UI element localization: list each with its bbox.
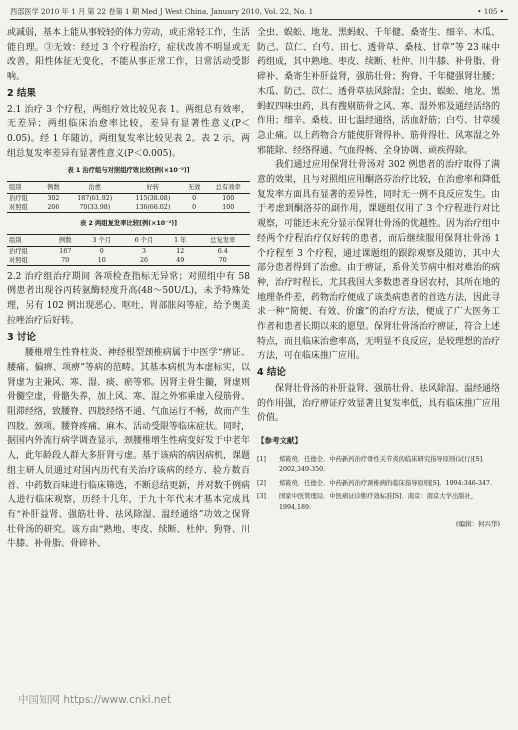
table-1	[7, 181, 250, 213]
table-cell: 0	[192, 195, 197, 203]
table-header-cell: 总复发率	[196, 234, 251, 246]
table-cell: 治疗组	[9, 247, 28, 255]
paragraph-results-2-1: 2.1 治疗 3 个疗程，两组疗效比较见表 1。两组总有效率，无差异；两组临床治愈率比较，差异有显著性意义(P＜0.05)。经 1 年随访，两组复发率比较见表 2。表 2 示，两组总复发率差异有显著性意义(P＜0.005)。	[7, 104, 250, 159]
table-row	[7, 194, 250, 204]
reference-text: 郑筱萸．任德全．中药新药治疗颈椎病的临床指导原则[S]．1994:346-347.	[279, 479, 492, 487]
running-header	[10, 7, 508, 17]
reference-number: [3]	[257, 493, 266, 501]
table-cell: 49	[165, 256, 195, 266]
header-rule	[10, 19, 508, 20]
table-cell: 12	[176, 247, 185, 255]
reference-item	[257, 455, 500, 476]
table-cell: 对照组	[7, 256, 50, 266]
heading-conclusion: 4 结论	[257, 367, 286, 379]
left-column	[7, 26, 250, 552]
cnki-watermark: 中国知网 https://www.cnki.net	[18, 694, 172, 706]
table-2	[7, 234, 250, 266]
table-1-caption: 表 1 治疗组与对照组疗效比较[例(×10⁻²)]	[67, 167, 190, 175]
paragraph-formula: 全虫、蜈蚣、地龙、黑蚂蚁、千年健、桑寄生、细辛、木瓜、防己、苡仁、白芍、田七、透骨草、桑枝、甘草”等 23 味中药组成，其中熟地、枣皮、续断、杜仲、川牛膝、补骨脂、骨碎补、桑寄生补肝益肾，强筋壮骨；狗脊、千年健强肾壮腰；木瓜、防己、苡仁、透骨草祛风除湿；全虫、蜈蚣、地龙、黑蚂蚁四味虫药，具有搜剔筋骨之风、寒、湿外邪及通经活络的作用；细辛、桑枝、田七温经通络，活血舒筋；白芍、甘草缓急止痛。以上药物合方能使肝肾得补、筋骨得壮、风寒湿之外邪能除、经络得通、气血得畅、全身协调、顽疾得除。	[257, 28, 501, 156]
paragraph-analysis: 我们通过应用保肾壮骨汤对 302 例患者的治疗取得了满意的效果，且与对照组应用酮洛芬治疗比较，在治愈率和降低复发率方面具有显著的差异性，同时无一例不良反应发生。由于考虑到酮洛芬的副作用，课题组仅用了 3 个疗程进行对比观察，可能还未充分显示保肾壮骨汤的优越性。因为治疗组中经两个疗程治疗仅好转的患者，而后继续服用保肾壮骨汤 1 个疗程至 3 个疗程，通过课题组的跟踪观察及随访，其中大部分患者得到了治愈。由于痹证，系骨关节病中相对难治的病种，治疗时程长，尤其我国大多数患者身居农村，其所在地的地理条件差，药物治疗便成了该类病患者的首选方法，因此寻求一种“简便、有效、价廉”的治疗方法，便成了广大医务工作者和患者长期以来的愿望。保肾壮骨汤治疗痹证，符合上述特点，而且临床治愈率高，无明显不良反应，是较理想的治疗方法，可在临床推广应用。	[257, 160, 501, 362]
table-2-caption: 表 2 两组复发率比较[例(×10⁻²)]	[79, 220, 178, 228]
table-header-row	[7, 182, 250, 194]
table-row	[7, 203, 250, 213]
heading-discussion: 3 讨论	[7, 331, 36, 343]
right-column	[257, 26, 500, 532]
table-cell: 136(66.02)	[124, 203, 182, 213]
paragraph-results-2-2: 2.2 治疗组治疗期间 各项检查指标无异常；对照组中有 58 例患者出现谷丙转氨酶轻度升高(48～50U/L)，未予特殊处理，另有 102 例出现恶心、呕吐、胃部胀闷等症，给予奥美拉唑治疗后好转。	[7, 271, 250, 326]
table-header-row	[7, 234, 250, 246]
table-header-cell: 组别	[7, 234, 50, 246]
table-header-cell: 组别	[7, 182, 41, 194]
table-cell: 187(61.92)	[77, 195, 113, 203]
table-cell: 100	[207, 203, 250, 213]
table-cell: 6.4	[217, 247, 228, 255]
table-cell: 对照组	[7, 203, 41, 213]
table-cell: 100	[222, 195, 235, 203]
table-cell: 70	[196, 256, 251, 266]
table-cell: 302	[47, 195, 60, 203]
reference-text: 郑筱萸．任德全．中药新药治疗骨性关节炎的临床研究指导原则(试行)[S]．2002,349-350.	[279, 455, 489, 474]
references-heading: 【参考文献】	[257, 435, 302, 445]
table-header-cell: 例数	[41, 182, 66, 194]
reference-item	[257, 479, 500, 490]
reference-text: 国家中医管理局．中医病证诊断疗效标准[S]．南京：南京大学出版社，1994,189.	[279, 493, 478, 511]
editor-note: (编辑：何兴华)	[455, 520, 500, 529]
table-cell: 0	[182, 203, 207, 213]
table-cell: 115(38.08)	[135, 195, 171, 203]
table-cell: 26	[123, 256, 165, 266]
table-cell: 70	[50, 256, 81, 266]
paragraph-criteria: 或减弱，基本上能从事较轻的体力劳动，或正常轻工作，生活能自理。③无效：经过 3 个疗程治疗，症状改善不明显或无改善，阳性体征无变化，不能从事正常工作，日常活动受影响。	[7, 28, 251, 83]
table-cell: 206	[41, 203, 66, 213]
table-cell: 3	[141, 247, 146, 255]
table-header-cell: 治愈	[66, 182, 124, 194]
paragraph-discussion: 腰椎增生性脊柱炎、神经根型颈椎病属于中医学“痹证、腰痛、偏痹、项痹”等病的范畴。其基本病机为本虚标实，以肾虚为主兼风、寒、湿、痰、瘀等邪。因肾主骨生髓，肾虚则骨髓空虚，骨骼失养，加上风、寒、湿之外邪乘虚入侵筋骨、阻滞经络，致腰脊、四肢经络不通、气血运行不畅，故而产生四肢、颈项、腰脊疼痛、麻木、活动受限等临床症状。同时，据国内外流行病学调查显示，颈腰椎增生性病变好发于中老年人，此年龄段人群大多肝肾亏虚。基于该病的病因病机，课题组主研人员通过对国内历代有关治疗该病的经方、验方数百首、中药数百味进行临床筛选，不断总结更新，并对数千例病人进行临床观察，历经十几年，于九十年代末才基本完成具有“补肝益肾、强筋壮骨、祛风除湿、温经通络”功效之保肾壮骨汤的研究。该方由“熟地、枣皮、续断、杜仲、狗脊、川牛膝、补骨脂、骨碎补、	[7, 348, 251, 550]
reference-item	[257, 492, 500, 513]
table-cell: 0	[99, 247, 104, 255]
table-header-cell: 3 个月	[81, 234, 123, 246]
reference-number: [1]	[257, 455, 266, 463]
paragraph-conclusion: 保肾壮骨汤的补肝益肾、强筋壮骨、祛风除湿、温经通络的作用强，治疗痹证疗效显著且复发率低，具有临床推广应用价值。	[257, 383, 501, 424]
table-cell: 治疗组	[9, 195, 28, 203]
table-cell: 187	[59, 247, 72, 255]
table-header-cell: 例数	[50, 234, 81, 246]
reference-number: [2]	[257, 479, 266, 487]
journal-citation: 西部医学 2010 年 1 月 第 22 卷第 1 期 Med J West China, January 2010, Vol. 22, No. 1	[10, 7, 314, 16]
heading-results: 2 结果	[7, 87, 36, 99]
table-header-cell: 1 年	[165, 234, 195, 246]
table-row	[7, 246, 250, 256]
page-number: • 105 •	[477, 7, 504, 16]
watermark-band	[0, 682, 518, 730]
table-header-cell: 总有效率	[207, 182, 250, 194]
table-header-cell: 无效	[182, 182, 207, 194]
table-cell: 10	[81, 256, 123, 266]
table-cell: 70(33.98)	[66, 203, 124, 213]
table-header-cell: 好转	[124, 182, 182, 194]
table-row	[7, 256, 250, 266]
table-header-cell: 6 个月	[123, 234, 165, 246]
